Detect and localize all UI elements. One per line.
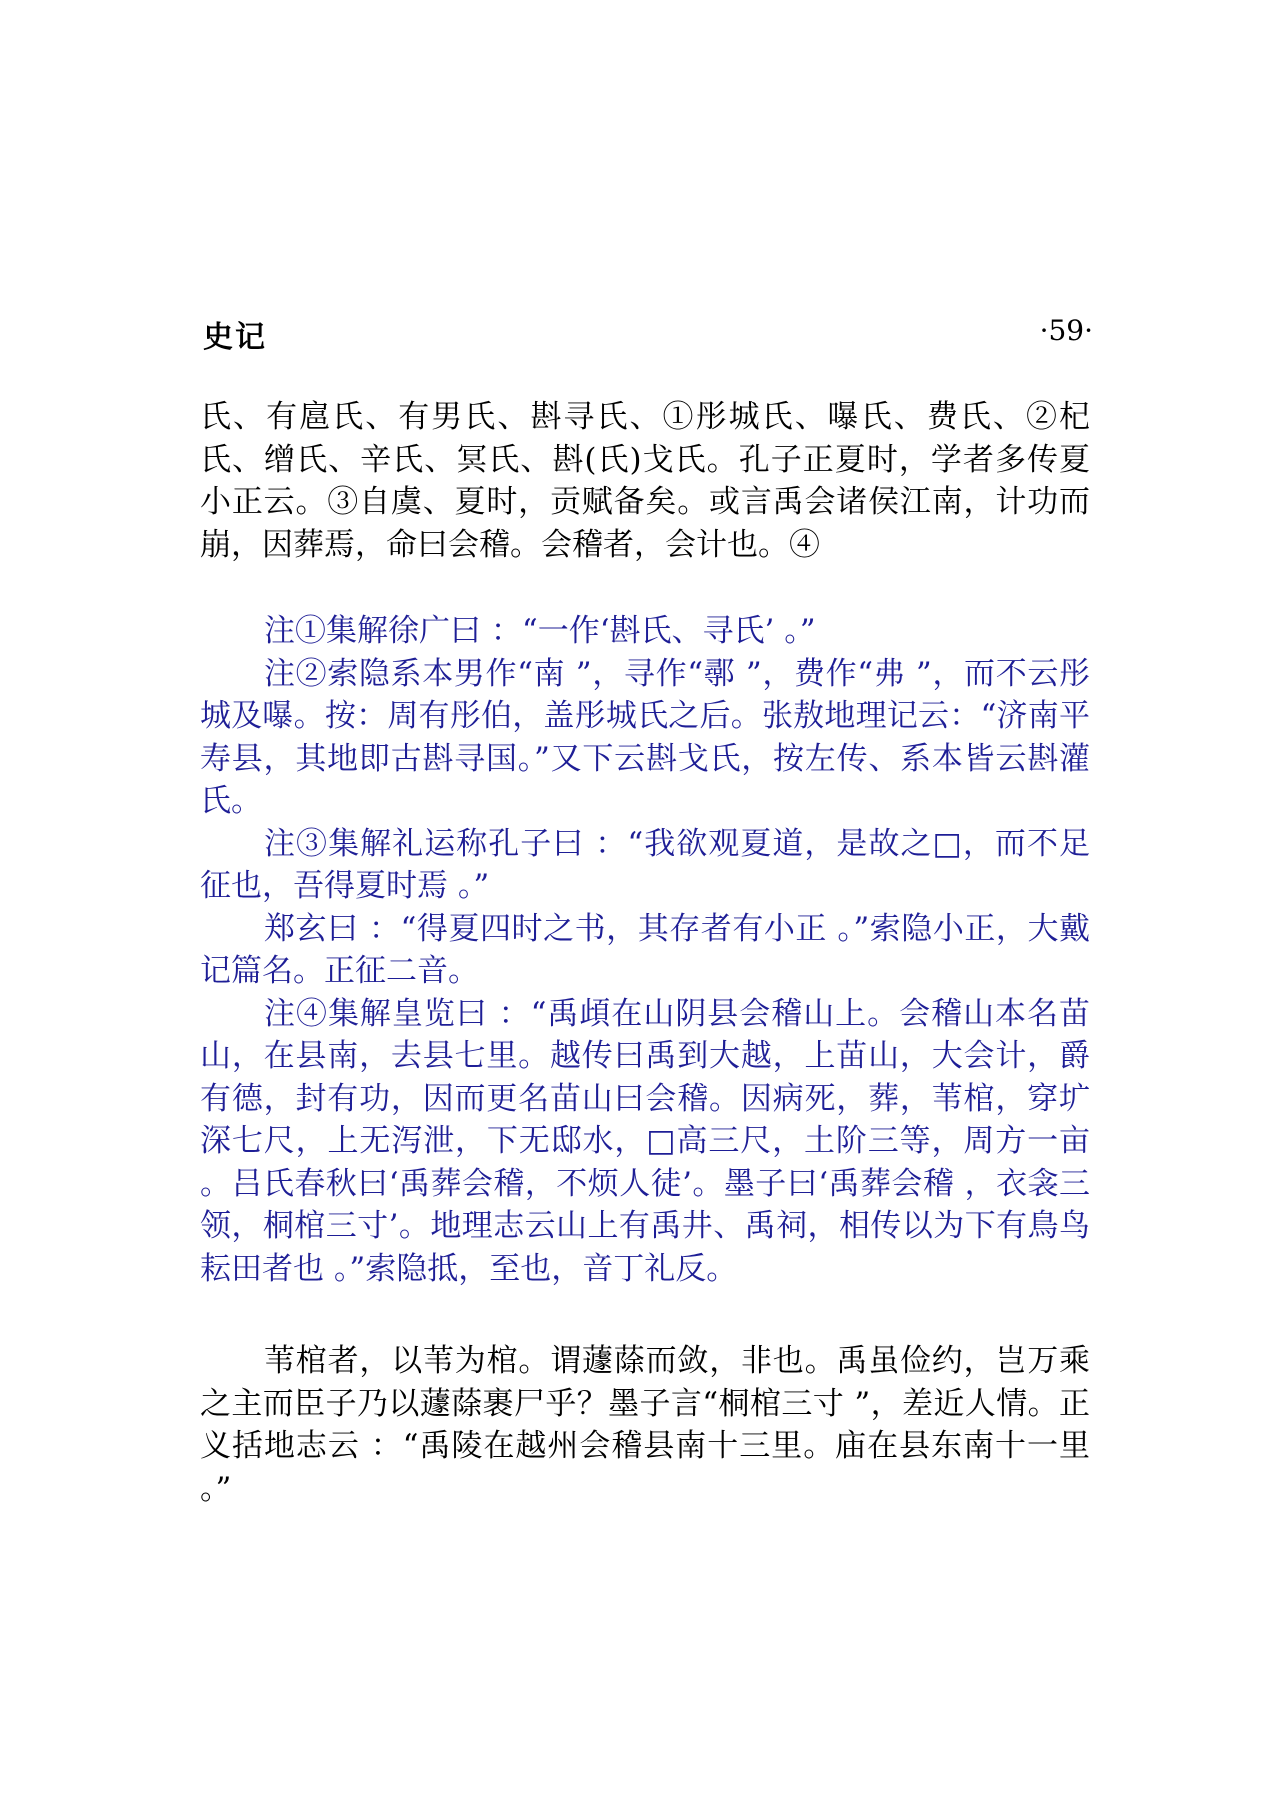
closing-text-block <box>200 1340 1090 1510</box>
annotations-block <box>200 610 1090 1290</box>
closing-paragraph: 苇棺者，以苇为棺。谓蘧蒢而敛，非也。禹虽俭约，岂万乘之主而臣子乃以蘧蒢裹尸乎？墨子言“桐棺三寸 ”，差近人情。正义括地志云 ：“禹陵在越州会稽县南十三里。庙在县东南十一里 。” <box>200 1343 1090 1507</box>
note-1: 注①集解徐广曰 ：“一作‘斟氏、寻氏’ 。” <box>264 613 816 649</box>
note-3: 注③集解礼运称孔子曰 ：“我欲观夏道，是故之□，而不足征也，吾得夏时焉 。” <box>200 825 1090 904</box>
running-head <box>203 312 1093 356</box>
main-text-block <box>200 396 1090 566</box>
note-3-continued: 郑玄曰 ：“得夏四时之书，其存者有小正 。”索隐小正，大戴记篇名。正征二音。 <box>200 910 1090 989</box>
page-number: ·59· <box>1039 314 1093 347</box>
book-title: 史记 <box>203 320 267 355</box>
note-4: 注④集解皇览曰 ：“禹頉在山阴县会稽山上。会稽山本名苗山，在县南，去县七里。越传曰禹到大越，上苗山，大会计，爵有德，封有功，因而更名苗山曰会稽。因病死，葬，苇棺，穿圹深七尺，上无泻泄，下无邸水，□高三尺，土阶三等，周方一亩 。吕氏春秋曰‘禹葬会稽，不烦人徒’。墨子曰‘禹葬会稽 ，衣衾三领，桐棺三寸’。地理志云山上有禹井、禹祠，相传以为下有鳥鸟耘田者也 。”索隐抵，至也，音丁礼反。 <box>200 995 1090 1287</box>
main-paragraph: 氏、有扈氏、有男氏、斟寻氏、①彤城氏、嚗氏、费氏、②杞氏、缯氏、辛氏、冥氏、斟(氏)戈氏。孔子正夏时，学者多传夏小正云。③自虞、夏时，贡赋备矣。或言禹会诸侯江南，计功而崩，因葬焉，命曰会稽。会稽者，会计也。④ <box>200 399 1090 563</box>
note-2: 注②索隐系本男作“南 ”，寻作“鄩 ”，费作“弗 ”，而不云彤城及嚗。按：周有彤伯，盖彤城氏之后。张敖地理记云：“济南平寿县，其地即古斟寻国。”又下云斟戈氏，按左传、系本皆云斟灌氏。 <box>200 655 1090 819</box>
